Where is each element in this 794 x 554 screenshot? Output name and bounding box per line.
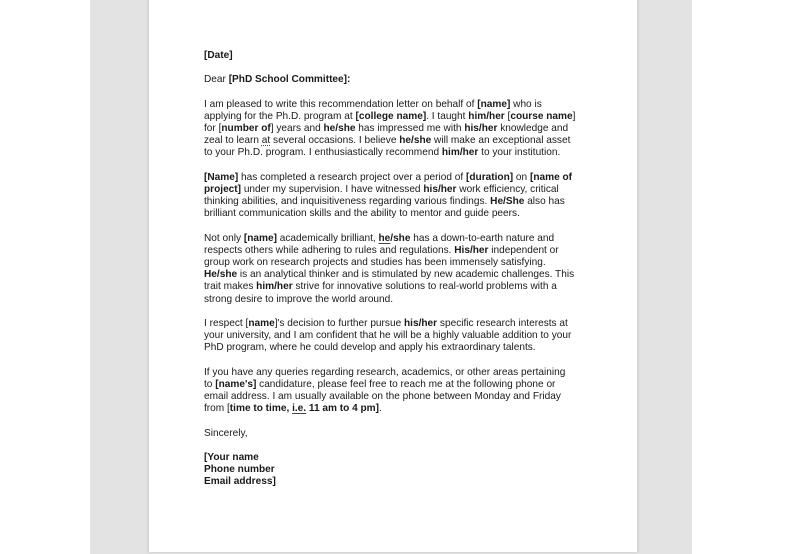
grammar-flag[interactable]: at [261, 135, 271, 147]
closing: Sincerely, [204, 427, 248, 439]
paragraph-contact: If you have any queries regarding research, academics, or other areas pertaining to [name's] candidature, please feel free to reach me at the following phone or email address. I am usually available on the phone between Monday and Friday from [time to time, i.e. 11 am to 4 pm]. [204, 366, 566, 415]
paragraph-character: Not only [name] academically brilliant, he/she has a down-to-earth nature and respects others while adhering to rules and regulations. His/her independent or group work on research projects and studies has been immensely satisfying. He/she is an analytical thinker and is stimulated by new academic challenges. This trait makes him/her strive for innovative solutions to real-world problems with a strong desire to improve the world around. [204, 232, 575, 305]
document-viewport[interactable] [90, 0, 692, 554]
paragraph-project: [Name] has completed a research project over a period of [duration] on [name of project] under my supervision. I have witnessed his/her work efficiency, critical thinking abilities, and inquisitiveness regarding various findings. He/She also has brilliant communication skills and the ability to mentor and guide peers. [204, 171, 573, 220]
signature-phone: Phone number [204, 464, 275, 476]
signature-email: Email address] [204, 476, 276, 488]
signature-block [204, 452, 576, 489]
spelling-flag[interactable]: i.e. [292, 403, 307, 415]
document-page[interactable] [148, 0, 638, 552]
spelling-flag[interactable]: he [378, 232, 391, 244]
date-placeholder: [Date] [204, 50, 233, 61]
salutation: Dear [PhD School Committee]: [204, 74, 351, 86]
recipient-placeholder: [PhD School Committee]: [228, 74, 351, 86]
letter-body [204, 50, 576, 501]
signature-name: [Your name [204, 451, 259, 463]
date-line [204, 50, 576, 62]
paragraph-respect: I respect [name]'s decision to further pursue his/her specific research interests at your university, and I am confident that he will be a highly valuable addition to your PhD program, where he could develop and apply his extraordinary talents. [204, 317, 572, 354]
paragraph-intro: I am pleased to write this recommendation letter on behalf of [name] who is applying for the Ph.D. program at [college name]. I taught him/her [course name] for [number of] years and he/she has impressed me with his/her knowledge and zeal to learn at several occasions. I believe he/she will make an exceptional asset to your Ph.D. program. I enthusiastically recommend him/her to your institution. [204, 98, 576, 159]
